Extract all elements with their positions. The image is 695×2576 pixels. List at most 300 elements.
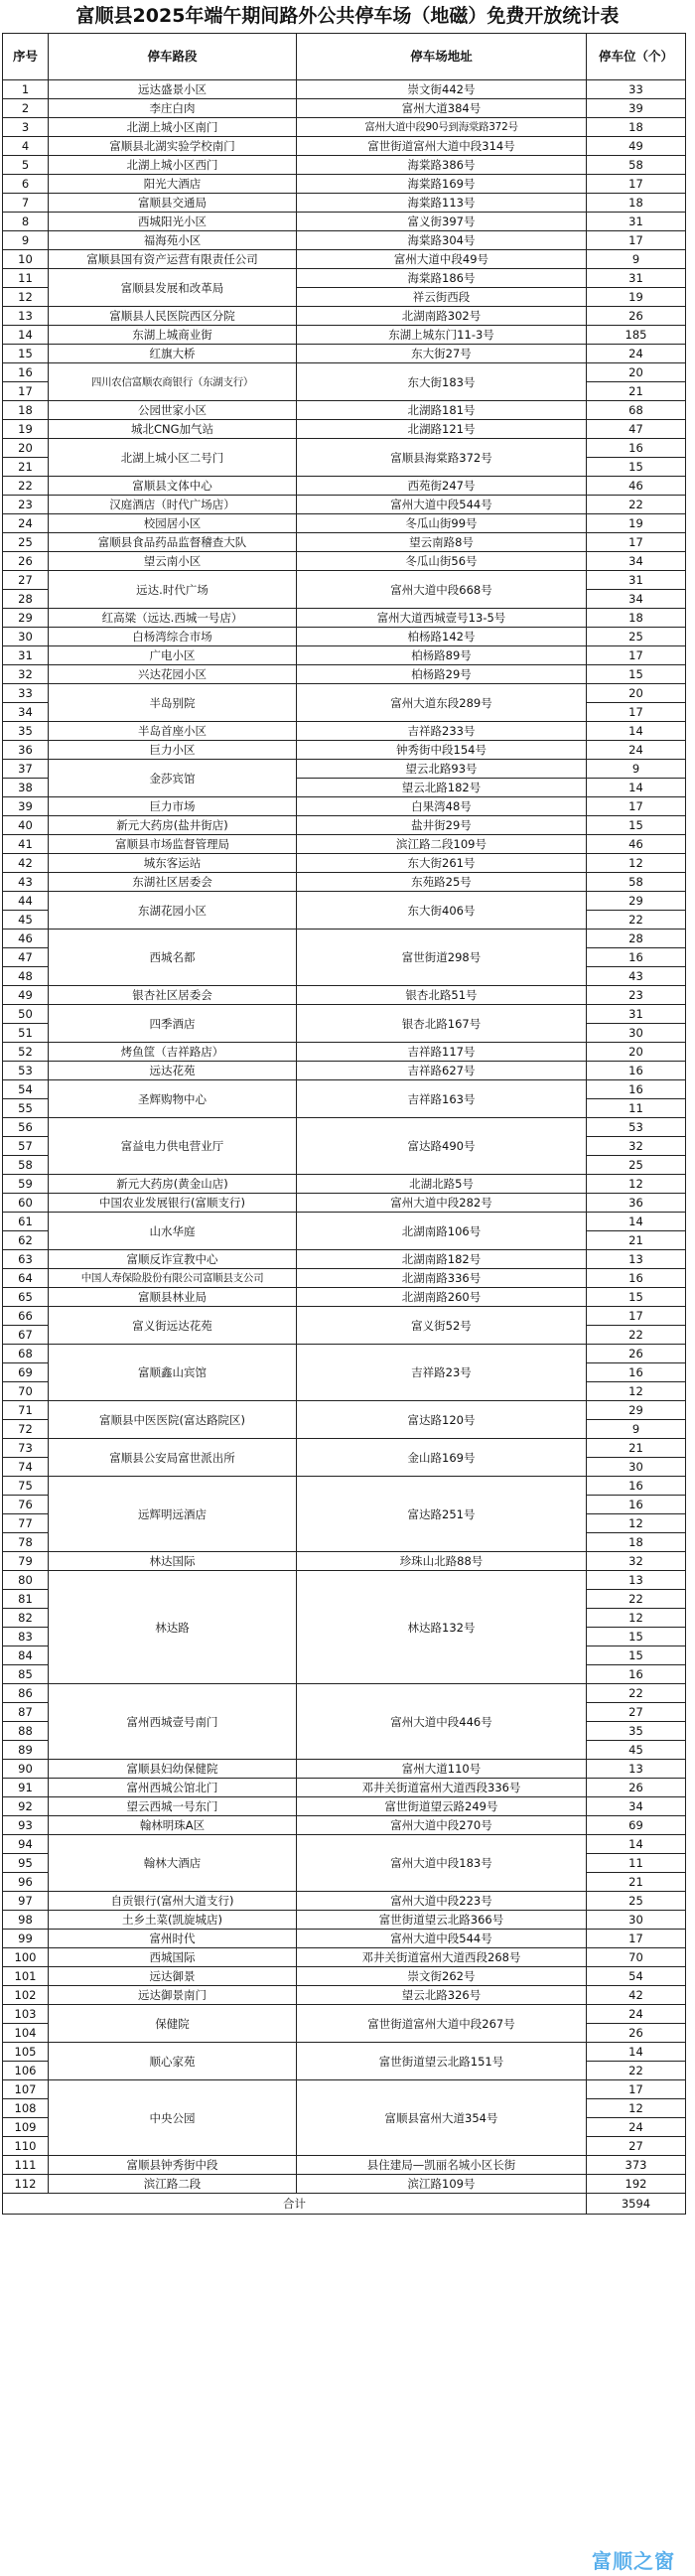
row-number: 94: [3, 1835, 49, 1854]
road-cell: 汉庭酒店（时代广场店）: [49, 496, 297, 514]
road-cell: 山水华庭: [49, 1213, 297, 1250]
road-cell: 福海苑小区: [49, 231, 297, 250]
address-cell: 祥云街西段: [297, 288, 587, 307]
row-number: 47: [3, 948, 49, 967]
row-number: 5: [3, 156, 49, 175]
row-number: 23: [3, 496, 49, 514]
spaces-cell: 17: [587, 231, 686, 250]
spaces-cell: 18: [587, 1533, 686, 1552]
address-cell: 海棠路113号: [297, 194, 587, 213]
address-cell: 富世街道298号: [297, 930, 587, 986]
spaces-cell: 22: [587, 911, 686, 930]
table-row: [3, 2156, 686, 2175]
table-row: [3, 118, 686, 137]
address-cell: 柏杨路89号: [297, 646, 587, 665]
road-cell: 滨江路二段: [49, 2175, 297, 2194]
road-cell: 富顺反诈宣教中心: [49, 1250, 297, 1269]
address-cell: 柏杨路142号: [297, 628, 587, 646]
row-number: 1: [3, 80, 49, 99]
road-cell: 四川农信富顺农商银行（东湖支行）: [49, 363, 297, 401]
spaces-cell: 54: [587, 1967, 686, 1986]
spaces-cell: 20: [587, 363, 686, 382]
table-row: [3, 1779, 686, 1797]
row-number: 77: [3, 1514, 49, 1533]
spaces-cell: 22: [587, 1684, 686, 1703]
address-cell: 富顺县海棠路372号: [297, 439, 587, 477]
road-cell: 富义街远达花苑: [49, 1307, 297, 1345]
address-cell: 富达路251号: [297, 1477, 587, 1552]
address-cell: 东苑路25号: [297, 873, 587, 892]
road-cell: 富顺鑫山宾馆: [49, 1345, 297, 1401]
road-cell: 富顺县食品药品监督稽查大队: [49, 533, 297, 552]
table-row: [3, 1043, 686, 1062]
row-number: 7: [3, 194, 49, 213]
road-cell: 富州西城公馆北门: [49, 1779, 297, 1797]
address-cell: 东大街406号: [297, 892, 587, 930]
spaces-cell: 17: [587, 533, 686, 552]
table-row: [3, 363, 686, 382]
table-row: [3, 665, 686, 684]
address-cell: 林达路132号: [297, 1571, 587, 1684]
address-cell: 富义街52号: [297, 1307, 587, 1345]
spaces-cell: 22: [587, 1326, 686, 1345]
address-cell: 崇文街442号: [297, 80, 587, 99]
spaces-cell: 31: [587, 213, 686, 231]
address-cell: 富州大道中段668号: [297, 571, 587, 609]
table-row: [3, 231, 686, 250]
spaces-cell: 17: [587, 2080, 686, 2099]
spaces-cell: 46: [587, 835, 686, 854]
spaces-cell: 12: [587, 854, 686, 873]
table-row: [3, 873, 686, 892]
row-number: 50: [3, 1005, 49, 1024]
spaces-cell: 29: [587, 1401, 686, 1420]
road-cell: 新元大药房(盐井街店): [49, 816, 297, 835]
spaces-cell: 9: [587, 250, 686, 269]
address-cell: 富州大道110号: [297, 1760, 587, 1779]
row-number: 35: [3, 722, 49, 741]
spaces-cell: 12: [587, 1514, 686, 1533]
row-number: 91: [3, 1779, 49, 1797]
address-cell: 东大街183号: [297, 363, 587, 401]
row-number: 26: [3, 552, 49, 571]
spaces-cell: 42: [587, 1986, 686, 2005]
row-number: 104: [3, 2024, 49, 2043]
road-cell: 顺心家苑: [49, 2043, 297, 2080]
spaces-cell: 26: [587, 2024, 686, 2043]
address-cell: 吉祥路163号: [297, 1080, 587, 1118]
road-cell: 烤鱼筐（吉祥路店）: [49, 1043, 297, 1062]
row-number: 2: [3, 99, 49, 118]
spaces-cell: 11: [587, 1854, 686, 1873]
table-row: [3, 552, 686, 571]
row-number: 12: [3, 288, 49, 307]
spaces-cell: 45: [587, 1741, 686, 1760]
row-number: 98: [3, 1911, 49, 1930]
road-cell: 富顺县人民医院西区分院: [49, 307, 297, 326]
address-cell: 望云北路182号: [297, 779, 587, 797]
spaces-cell: 22: [587, 496, 686, 514]
spaces-cell: 24: [587, 2118, 686, 2137]
row-number: 16: [3, 363, 49, 382]
road-cell: 富顺县市场监督管理局: [49, 835, 297, 854]
road-cell: 半岛别院: [49, 684, 297, 722]
row-number: 10: [3, 250, 49, 269]
table-row: [3, 1175, 686, 1194]
spaces-cell: 14: [587, 1213, 686, 1231]
road-cell: 远达御景南门: [49, 1986, 297, 2005]
spaces-cell: 25: [587, 628, 686, 646]
spaces-cell: 13: [587, 1571, 686, 1590]
row-number: 44: [3, 892, 49, 911]
spaces-cell: 58: [587, 873, 686, 892]
road-cell: 自贡银行(富州大道支行): [49, 1892, 297, 1911]
road-cell: 远达盛景小区: [49, 80, 297, 99]
road-cell: 新元大药房(黄金山店): [49, 1175, 297, 1194]
row-number: 36: [3, 741, 49, 760]
table-row: [3, 930, 686, 948]
spaces-cell: 13: [587, 1760, 686, 1779]
row-number: 39: [3, 797, 49, 816]
spaces-cell: 12: [587, 2099, 686, 2118]
row-number: 34: [3, 703, 49, 722]
table-row: [3, 1892, 686, 1911]
road-cell: 富顺县交通局: [49, 194, 297, 213]
address-cell: 海棠路386号: [297, 156, 587, 175]
row-number: 86: [3, 1684, 49, 1703]
address-cell: 富州大道中段282号: [297, 1194, 587, 1213]
table-row: [3, 1345, 686, 1363]
row-number: 68: [3, 1345, 49, 1363]
row-number: 6: [3, 175, 49, 194]
spaces-cell: 34: [587, 590, 686, 609]
table-row: [3, 2080, 686, 2099]
spaces-cell: 19: [587, 514, 686, 533]
table-row: [3, 1062, 686, 1080]
address-cell: 珍珠山北路88号: [297, 1552, 587, 1571]
row-number: 108: [3, 2099, 49, 2118]
row-number: 93: [3, 1816, 49, 1835]
spaces-cell: 70: [587, 1948, 686, 1967]
row-number: 57: [3, 1137, 49, 1156]
address-cell: 北湖南路260号: [297, 1288, 587, 1307]
address-cell: 北湖南路336号: [297, 1269, 587, 1288]
spaces-cell: 49: [587, 137, 686, 156]
row-number: 24: [3, 514, 49, 533]
road-cell: 中国农业发展银行(富顺支行): [49, 1194, 297, 1213]
road-cell: 东湖上城商业街: [49, 326, 297, 345]
road-cell: 翰林明珠A区: [49, 1816, 297, 1835]
road-cell: 巨力小区: [49, 741, 297, 760]
row-number: 111: [3, 2156, 49, 2175]
row-number: 83: [3, 1628, 49, 1646]
row-number: 88: [3, 1722, 49, 1741]
address-cell: 富州大道中段270号: [297, 1816, 587, 1835]
road-cell: 东湖花园小区: [49, 892, 297, 930]
road-cell: 城北CNG加气站: [49, 420, 297, 439]
table-row: [3, 1401, 686, 1420]
spaces-cell: 21: [587, 1873, 686, 1892]
spaces-cell: 373: [587, 2156, 686, 2175]
table-row: [3, 250, 686, 269]
row-number: 19: [3, 420, 49, 439]
header-no: 序号: [3, 34, 49, 80]
spaces-cell: 58: [587, 156, 686, 175]
row-number: 58: [3, 1156, 49, 1175]
spaces-cell: 17: [587, 797, 686, 816]
row-number: 69: [3, 1363, 49, 1382]
table-row: [3, 1571, 686, 1590]
address-cell: 北湖路121号: [297, 420, 587, 439]
table-header-row: [3, 34, 686, 80]
address-cell: 富世街道望云北路366号: [297, 1911, 587, 1930]
row-number: 9: [3, 231, 49, 250]
spaces-cell: 9: [587, 760, 686, 779]
table-row: [3, 1552, 686, 1571]
address-cell: 富州大道中段183号: [297, 1835, 587, 1892]
table-body: [3, 80, 686, 2194]
spaces-cell: 20: [587, 684, 686, 703]
total-row: [3, 2194, 686, 2215]
address-cell: 富州大道中段49号: [297, 250, 587, 269]
table-row: [3, 816, 686, 835]
row-number: 74: [3, 1458, 49, 1477]
address-cell: 柏杨路29号: [297, 665, 587, 684]
table-row: [3, 835, 686, 854]
row-number: 60: [3, 1194, 49, 1213]
spaces-cell: 16: [587, 948, 686, 967]
road-cell: 阳光大酒店: [49, 175, 297, 194]
table-row: [3, 1477, 686, 1496]
road-cell: 金莎宾馆: [49, 760, 297, 797]
table-row: [3, 760, 686, 779]
row-number: 100: [3, 1948, 49, 1967]
road-cell: 校园居小区: [49, 514, 297, 533]
row-number: 40: [3, 816, 49, 835]
address-cell: 北湖北路5号: [297, 1175, 587, 1194]
address-cell: 钟秀街中段154号: [297, 741, 587, 760]
spaces-cell: 23: [587, 986, 686, 1005]
spaces-cell: 14: [587, 722, 686, 741]
row-number: 99: [3, 1930, 49, 1948]
spaces-cell: 43: [587, 967, 686, 986]
row-number: 89: [3, 1741, 49, 1760]
row-number: 96: [3, 1873, 49, 1892]
address-cell: 吉祥路233号: [297, 722, 587, 741]
road-cell: 红高粱（远达.西城一号店）: [49, 609, 297, 628]
road-cell: 富顺县妇幼保健院: [49, 1760, 297, 1779]
table-row: [3, 1797, 686, 1816]
row-number: 37: [3, 760, 49, 779]
spaces-cell: 46: [587, 477, 686, 496]
road-cell: 中国人寿保险股份有限公司富顺县支公司: [49, 1269, 297, 1288]
table-row: [3, 401, 686, 420]
road-cell: 林达路: [49, 1571, 297, 1684]
road-cell: 富顺县钟秀街中段: [49, 2156, 297, 2175]
address-cell: 冬瓜山街56号: [297, 552, 587, 571]
spaces-cell: 36: [587, 1194, 686, 1213]
road-cell: 西城国际: [49, 1948, 297, 1967]
address-cell: 望云北路326号: [297, 1986, 587, 2005]
header-address: 停车场地址: [297, 34, 587, 80]
row-number: 8: [3, 213, 49, 231]
address-cell: 邓井关街道富州大道西段268号: [297, 1948, 587, 1967]
road-cell: 巨力市场: [49, 797, 297, 816]
row-number: 27: [3, 571, 49, 590]
address-cell: 富州大道中段223号: [297, 1892, 587, 1911]
spaces-cell: 68: [587, 401, 686, 420]
table-row: [3, 1118, 686, 1137]
spaces-cell: 12: [587, 1175, 686, 1194]
row-number: 4: [3, 137, 49, 156]
road-cell: 远达花苑: [49, 1062, 297, 1080]
table-row: [3, 1439, 686, 1458]
table-row: [3, 2043, 686, 2062]
spaces-cell: 26: [587, 1345, 686, 1363]
row-number: 38: [3, 779, 49, 797]
row-number: 45: [3, 911, 49, 930]
parking-statistics-table: [2, 33, 686, 2215]
address-cell: 银杏北路51号: [297, 986, 587, 1005]
spaces-cell: 17: [587, 175, 686, 194]
spaces-cell: 21: [587, 382, 686, 401]
road-cell: 土乡土菜(凯旋城店): [49, 1911, 297, 1930]
road-cell: 广电小区: [49, 646, 297, 665]
table-row: [3, 1835, 686, 1854]
row-number: 61: [3, 1213, 49, 1231]
spaces-cell: 18: [587, 609, 686, 628]
row-number: 25: [3, 533, 49, 552]
road-cell: 富顺县中医医院(富达路院区): [49, 1401, 297, 1439]
road-cell: 望云西城一号东门: [49, 1797, 297, 1816]
road-cell: 北湖上城小区二号门: [49, 439, 297, 477]
table-row: [3, 1005, 686, 1024]
spaces-cell: 12: [587, 1609, 686, 1628]
table-row: [3, 307, 686, 326]
spaces-cell: 28: [587, 930, 686, 948]
road-cell: 西城名都: [49, 930, 297, 986]
spaces-cell: 53: [587, 1118, 686, 1137]
road-cell: 西城阳光小区: [49, 213, 297, 231]
spaces-cell: 12: [587, 1382, 686, 1401]
address-cell: 冬瓜山街99号: [297, 514, 587, 533]
row-number: 92: [3, 1797, 49, 1816]
table-row: [3, 514, 686, 533]
address-cell: 吉祥路627号: [297, 1062, 587, 1080]
spaces-cell: 9: [587, 1420, 686, 1439]
table-row: [3, 194, 686, 213]
table-row: [3, 1986, 686, 2005]
table-row: [3, 345, 686, 363]
watermark-logo: 富顺之窗: [592, 2549, 675, 2573]
spaces-cell: 11: [587, 1099, 686, 1118]
spaces-cell: 16: [587, 439, 686, 458]
spaces-cell: 31: [587, 1005, 686, 1024]
spaces-cell: 15: [587, 1288, 686, 1307]
road-cell: 城东客运站: [49, 854, 297, 873]
road-cell: 远达御景: [49, 1967, 297, 1986]
row-number: 43: [3, 873, 49, 892]
spaces-cell: 35: [587, 1722, 686, 1741]
row-number: 49: [3, 986, 49, 1005]
address-cell: 县住建局—凯丽名城小区长街: [297, 2156, 587, 2175]
address-cell: 北湖南路302号: [297, 307, 587, 326]
spaces-cell: 16: [587, 1062, 686, 1080]
row-number: 63: [3, 1250, 49, 1269]
spaces-cell: 34: [587, 1797, 686, 1816]
table-row: [3, 854, 686, 873]
table-row: [3, 1250, 686, 1269]
address-cell: 富世街道望云北路151号: [297, 2043, 587, 2080]
spaces-cell: 24: [587, 741, 686, 760]
spaces-cell: 17: [587, 1930, 686, 1948]
table-row: [3, 684, 686, 703]
spaces-cell: 69: [587, 1816, 686, 1835]
row-number: 71: [3, 1401, 49, 1420]
spaces-cell: 22: [587, 1590, 686, 1609]
spaces-cell: 32: [587, 1137, 686, 1156]
road-cell: 公园世家小区: [49, 401, 297, 420]
row-number: 109: [3, 2118, 49, 2137]
row-number: 42: [3, 854, 49, 873]
spaces-cell: 25: [587, 1892, 686, 1911]
row-number: 21: [3, 458, 49, 477]
spaces-cell: 29: [587, 892, 686, 911]
spaces-cell: 13: [587, 1250, 686, 1269]
page-title: 富顺县2025年端午期间路外公共停车场（地磁）免费开放统计表: [75, 5, 620, 27]
spaces-cell: 14: [587, 2043, 686, 2062]
road-cell: 保健院: [49, 2005, 297, 2043]
row-number: 95: [3, 1854, 49, 1873]
spaces-cell: 47: [587, 420, 686, 439]
row-number: 18: [3, 401, 49, 420]
spaces-cell: 20: [587, 1043, 686, 1062]
table-row: [3, 439, 686, 458]
address-cell: 富义街397号: [297, 213, 587, 231]
spaces-cell: 31: [587, 269, 686, 288]
spaces-cell: 15: [587, 458, 686, 477]
row-number: 46: [3, 930, 49, 948]
row-number: 17: [3, 382, 49, 401]
table-row: [3, 722, 686, 741]
spaces-cell: 15: [587, 665, 686, 684]
spaces-cell: 185: [587, 326, 686, 345]
row-number: 67: [3, 1326, 49, 1345]
row-number: 80: [3, 1571, 49, 1590]
row-number: 107: [3, 2080, 49, 2099]
road-cell: 白杨湾综合市场: [49, 628, 297, 646]
table-row: [3, 137, 686, 156]
row-number: 3: [3, 118, 49, 137]
address-cell: 北湖南路106号: [297, 1213, 587, 1250]
address-cell: 海棠路304号: [297, 231, 587, 250]
row-number: 78: [3, 1533, 49, 1552]
table-row: [3, 420, 686, 439]
spaces-cell: 32: [587, 1552, 686, 1571]
address-cell: 吉祥路117号: [297, 1043, 587, 1062]
spaces-cell: 24: [587, 2005, 686, 2024]
row-number: 48: [3, 967, 49, 986]
spaces-cell: 39: [587, 99, 686, 118]
spaces-cell: 16: [587, 1363, 686, 1382]
address-cell: 东湖上城东门11-3号: [297, 326, 587, 345]
row-number: 105: [3, 2043, 49, 2062]
road-cell: 中央公园: [49, 2080, 297, 2156]
row-number: 20: [3, 439, 49, 458]
road-cell: 北湖上城小区南门: [49, 118, 297, 137]
row-number: 65: [3, 1288, 49, 1307]
spaces-cell: 30: [587, 1911, 686, 1930]
